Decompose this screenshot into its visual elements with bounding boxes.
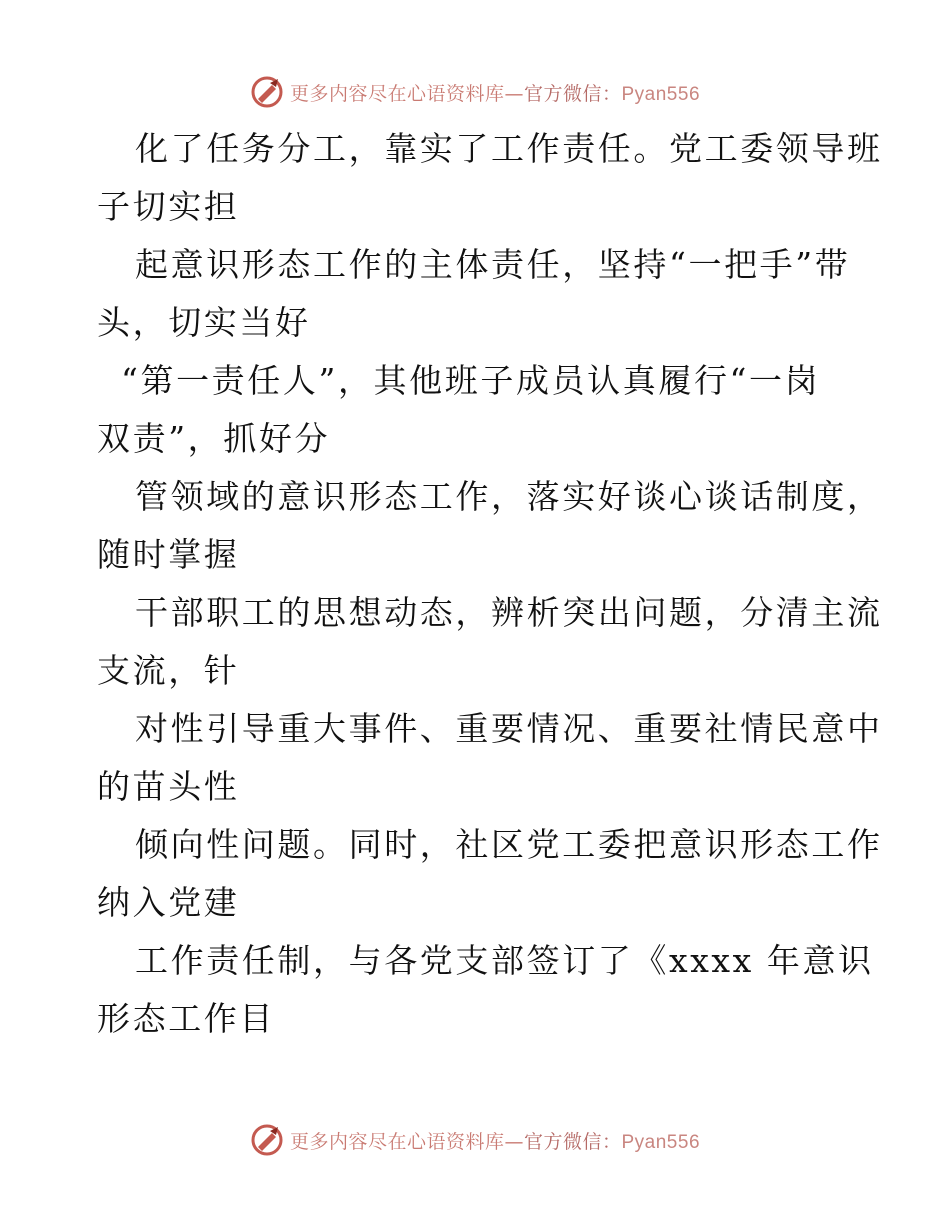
paragraph-line: 随时掌握 bbox=[97, 535, 240, 574]
watermark-site: 更多内容尽在心语资料库 bbox=[289, 1130, 505, 1153]
pen-logo-icon bbox=[250, 1123, 284, 1157]
paragraph-line: 头，切实当好 bbox=[97, 303, 311, 342]
paragraph-line: 对性引导重大事件、重要情况、重要社情民意中 bbox=[135, 709, 883, 748]
paragraph bbox=[97, 120, 883, 236]
header-watermark bbox=[0, 72, 950, 112]
paragraph bbox=[97, 816, 883, 932]
paragraph-line: 的苗头性 bbox=[97, 767, 240, 806]
document-body bbox=[97, 120, 883, 1048]
watermark-account: Pyan556 bbox=[621, 83, 701, 105]
paragraph bbox=[97, 700, 883, 816]
paragraph-line: 起意识形态工作的主体责任，坚持“一把手”带 bbox=[135, 245, 851, 284]
paragraph bbox=[97, 468, 883, 584]
paragraph bbox=[97, 352, 857, 468]
paragraph-line: “第一责任人”，其他班子成员认真履行“一岗 bbox=[121, 361, 821, 400]
paragraph bbox=[97, 236, 857, 352]
watermark-separator: — bbox=[504, 1130, 524, 1153]
paragraph-line: 纳入党建 bbox=[97, 883, 240, 922]
watermark-text bbox=[290, 1127, 700, 1154]
pen-logo-icon bbox=[250, 75, 284, 109]
watermark-separator: — bbox=[504, 82, 524, 105]
watermark-wechat-label: 官方微信： bbox=[523, 1130, 622, 1153]
paragraph-line: 管领域的意识形态工作，落实好谈心谈话制度， bbox=[135, 477, 883, 516]
paragraph bbox=[97, 932, 874, 1048]
watermark-wechat-label: 官方微信： bbox=[523, 82, 622, 105]
paragraph-line: 工作责任制，与各党支部签订了《xxxx 年意识 bbox=[135, 941, 874, 980]
paragraph-line: 化了任务分工，靠实了工作责任。党工委领导班 bbox=[135, 129, 883, 168]
watermark-site: 更多内容尽在心语资料库 bbox=[289, 82, 505, 105]
paragraph bbox=[97, 584, 883, 700]
paragraph-line: 支流，针 bbox=[97, 651, 240, 690]
footer-watermark bbox=[0, 1120, 950, 1160]
paragraph-line: 双责”，抓好分 bbox=[97, 419, 331, 458]
paragraph-line: 子切实担 bbox=[97, 187, 240, 226]
paragraph-line: 形态工作目 bbox=[97, 999, 275, 1038]
watermark-account: Pyan556 bbox=[621, 1131, 701, 1153]
paragraph-line: 倾向性问题。同时，社区党工委把意识形态工作 bbox=[135, 825, 883, 864]
paragraph-line: 干部职工的思想动态，辨析突出问题，分清主流 bbox=[135, 593, 883, 632]
watermark-text bbox=[290, 79, 700, 106]
